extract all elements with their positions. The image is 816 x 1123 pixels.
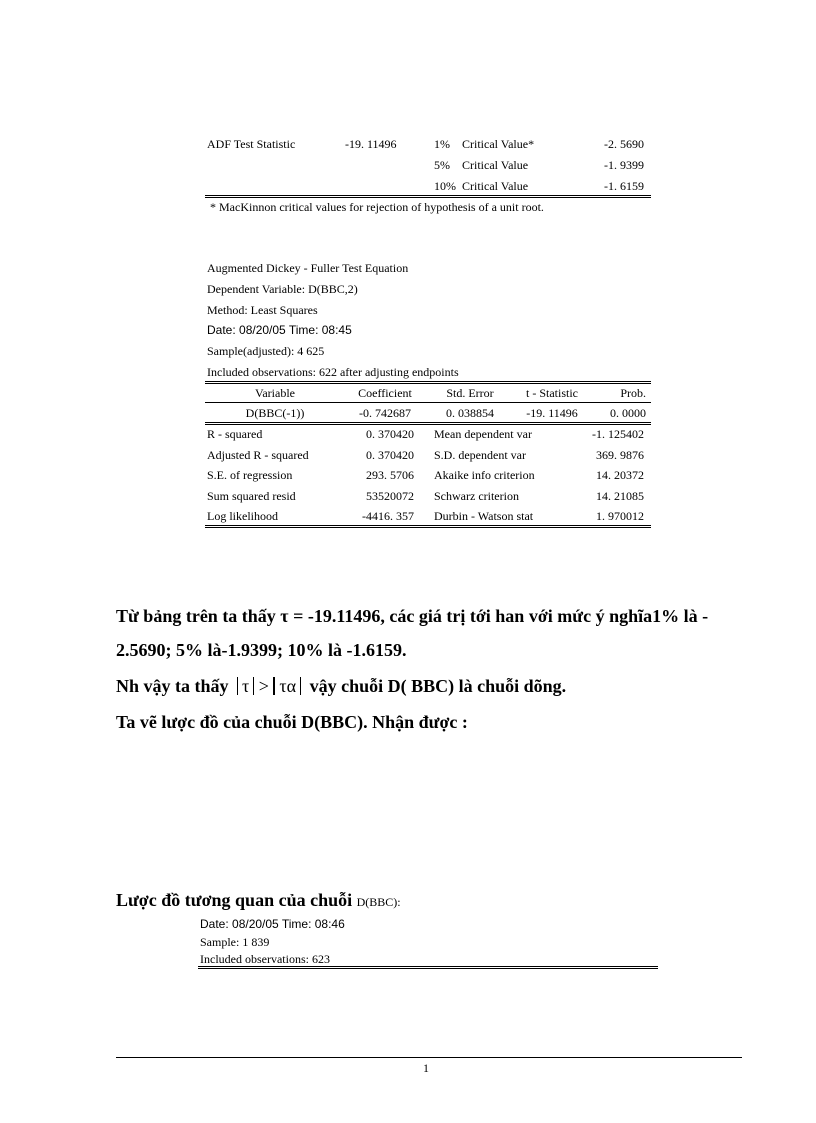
correlogram-rule (198, 966, 658, 969)
header-rule (205, 402, 651, 403)
critical-value-10: -1. 6159 (604, 179, 644, 193)
col-header-variable: Variable (255, 386, 295, 400)
critical-level-5: 5% (434, 158, 450, 172)
critical-level-1: 1% (434, 137, 450, 151)
stat-label2-3: Akaike info criterion (434, 468, 535, 482)
stat-value2-1: -1. 125402 (592, 427, 644, 441)
correlogram-sample: Sample: 1 839 (200, 935, 270, 949)
row-std-error: 0. 038854 (446, 406, 494, 420)
stat-label2-2: S.D. dependent var (434, 448, 526, 462)
abs-tau-alpha (273, 677, 301, 695)
abs-tau (237, 677, 254, 695)
paragraph-3: Ta vẽ lược đồ của chuỗi D(BBC). Nhận được : (116, 712, 468, 732)
date-time: Date: 08/20/05 Time: 08:45 (207, 323, 352, 337)
paragraph-1a: Từ bảng trên ta thấy τ = -19.11496, các giá trị tới han với mức ý nghĩa1% là - (116, 606, 709, 626)
col-header-coefficient: Coefficient (358, 386, 412, 400)
row-rule (205, 422, 651, 425)
stat-label2-5: Durbin - Watson stat (434, 509, 534, 523)
adf-value: -19. 11496 (345, 137, 397, 151)
critical-value-5: -1. 9399 (604, 158, 644, 172)
adf-label: ADF Test Statistic (207, 137, 296, 151)
col-header-t-statistic: t - Statistic (526, 386, 578, 400)
table-bottom-rule (205, 525, 651, 528)
adf-rule (205, 195, 651, 198)
stat-label-2: Adjusted R - squared (207, 448, 309, 462)
stat-label2-1: Mean dependent var (434, 427, 532, 441)
stat-value2-3: 14. 20372 (596, 468, 644, 482)
row-coefficient: -0. 742687 (359, 406, 411, 420)
dependent-variable: Dependent Variable: D(BBC,2) (207, 282, 358, 296)
stat-label-5: Log likelihood (207, 509, 278, 523)
row-t-statistic: -19. 11496 (526, 406, 578, 420)
col-header-prob: Prob. (620, 386, 646, 400)
stat-value-1: 0. 370420 (366, 427, 414, 441)
row-variable: D(BBC(-1)) (245, 406, 305, 420)
paragraph-4-text: Lược đồ tương quan của chuỗi (116, 890, 353, 910)
paragraph-2-suffix: vậy chuỗi D( BBC) là chuỗi dõng. (309, 676, 567, 696)
paragraph-1b: 2.5690; 5% là-1.9399; 10% là -1.6159. (116, 640, 407, 660)
stat-label2-4: Schwarz criterion (434, 489, 519, 503)
stat-value2-2: 369. 9876 (596, 448, 644, 462)
stat-value2-5: 1. 970012 (596, 509, 644, 523)
stat-value-5: -4416. 357 (362, 509, 414, 523)
paragraph-4 (116, 890, 401, 911)
adf-note: * MacKinnon critical values for rejection of hypothesis of a unit root. (210, 200, 544, 214)
critical-level-10: 10% (434, 179, 456, 193)
critical-label-10: Critical Value (462, 179, 529, 193)
stat-label-3: S.E. of regression (207, 468, 293, 482)
col-header-std-error: Std. Error (446, 386, 494, 400)
equation-title: Augmented Dickey - Fuller Test Equation (207, 261, 409, 275)
correlogram-observations: Included observations: 623 (200, 952, 330, 966)
row-prob: 0. 0000 (610, 406, 646, 420)
stat-label-1: R - squared (207, 427, 263, 441)
stat-value2-4: 14. 21085 (596, 489, 644, 503)
stat-label-4: Sum squared resid (207, 489, 296, 503)
method: Method: Least Squares (207, 303, 318, 317)
stat-value-2: 0. 370420 (366, 448, 414, 462)
paragraph-4-small: D(BBC): (356, 895, 401, 909)
paragraph-2 (116, 676, 566, 697)
sample-adjusted: Sample(adjusted): 4 625 (207, 344, 325, 358)
page-number: 1 (423, 1061, 429, 1075)
critical-label-5: Critical Value (462, 158, 529, 172)
correlogram-date: Date: 08/20/05 Time: 08:46 (200, 917, 345, 931)
stat-value-4: 53520072 (366, 489, 414, 503)
footer-rule (116, 1057, 742, 1058)
critical-label-1: Critical Value* (462, 137, 535, 151)
stat-value-3: 293. 5706 (366, 468, 414, 482)
paragraph-2-prefix: Nh vậy ta thấy (116, 676, 229, 696)
table-top-rule (205, 381, 651, 384)
greater-than: > (258, 676, 269, 696)
tau-alpha-symbol: τα (279, 676, 297, 696)
critical-value-1: -2. 5690 (604, 137, 644, 151)
included-observations: Included observations: 622 after adjusting endpoints (207, 365, 459, 379)
tau-symbol: τ (242, 676, 250, 696)
